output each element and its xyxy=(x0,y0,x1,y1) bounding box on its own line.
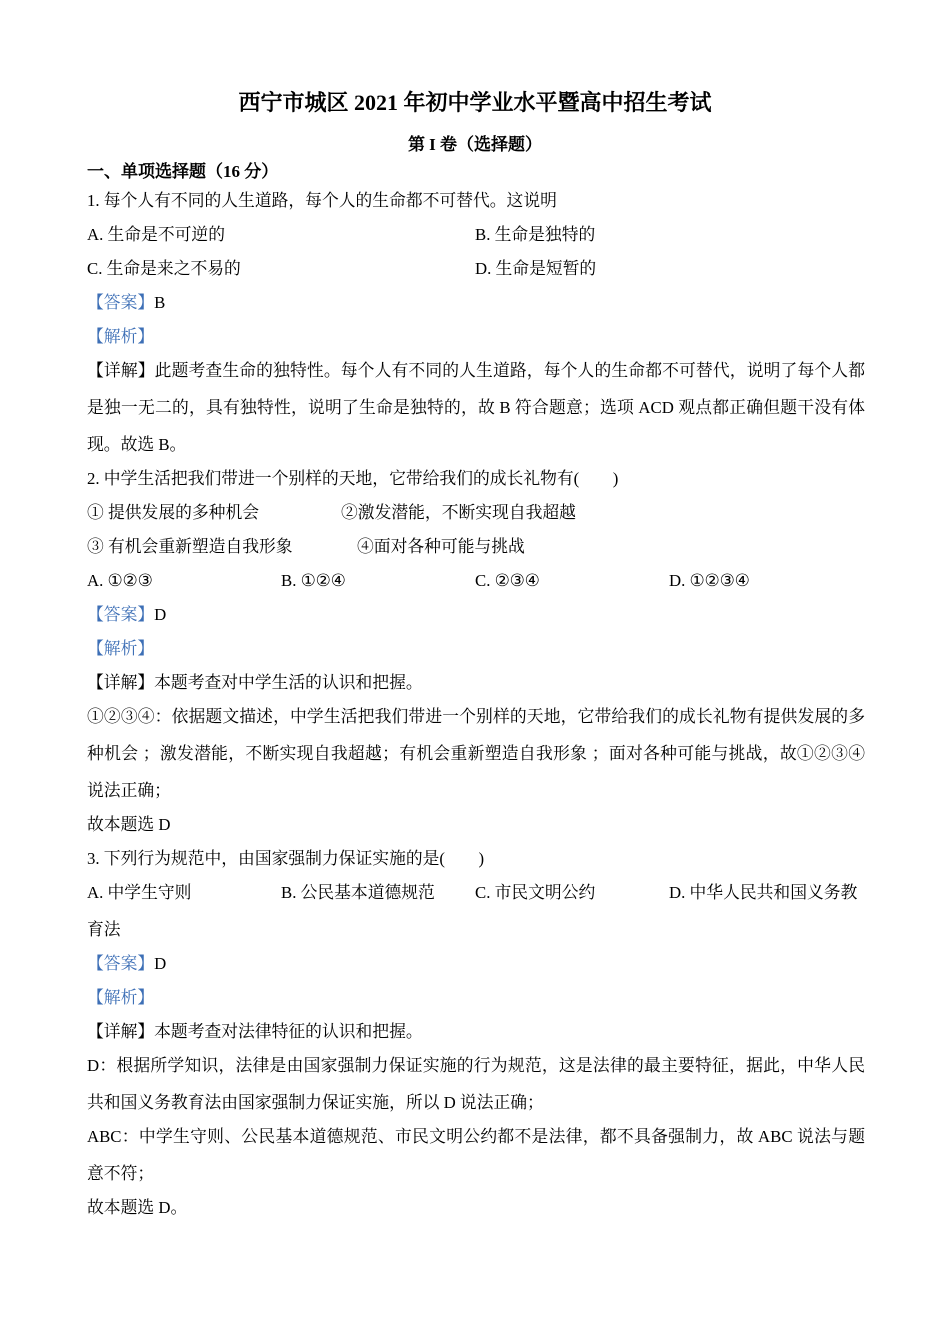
answer-label: 【答案】 xyxy=(87,293,155,312)
question-2-statement-3: ③ 有机会重新塑造自我形象 xyxy=(87,537,293,556)
question-3-options xyxy=(87,874,865,948)
question-3-detail-3: ABC：中学生守则、公民基本道德规范、市民文明公约都不是法律，都不具备强制力，故 ABC 说法与题意不符； xyxy=(87,1127,865,1183)
question-1-detail-1: 【详解】此题考查生命的独特性。每个人有不同的人生道路，每个人的生命都不可替代，说明了每个人都是独一无二的，具有独特性，说明了生命是独特的，故 B 符合题意；选项 ACD 观点都正确但题干没有体现。故选 B。 xyxy=(87,361,865,454)
analysis-label: 【解析】 xyxy=(87,327,155,346)
question-2-statements-row-1 xyxy=(87,494,865,531)
question-2-statement-2: ②激发潜能，不断实现自我超越 xyxy=(341,503,576,522)
section-heading: 一、单项选择题（16 分） xyxy=(87,162,279,181)
question-2-option-c: C. ②③④ xyxy=(475,571,540,590)
question-1-option-a: A. 生命是不可逆的 xyxy=(87,225,225,244)
question-1-stem: 1. 每个人有不同的人生道路，每个人的生命都不可替代。这说明 xyxy=(87,191,557,210)
question-2-option-d: D. ①②③④ xyxy=(669,571,750,590)
question-2-options xyxy=(87,562,865,599)
answer-value: D xyxy=(154,605,167,624)
question-3-option-c: C. 市民文明公约 xyxy=(475,883,596,902)
question-2-answer xyxy=(87,596,865,633)
analysis-label: 【解析】 xyxy=(87,639,155,658)
question-1-answer xyxy=(87,284,865,321)
question-2-stem: 2. 中学生活把我们带进一个别样的天地，它带给我们的成长礼物有( ) xyxy=(87,469,619,488)
question-1-option-c: C. 生命是来之不易的 xyxy=(87,259,241,278)
question-3-answer xyxy=(87,945,865,982)
volume-subtitle: 第 I 卷（选择题） xyxy=(407,135,543,154)
question-3-detail-4: 故本题选 D。 xyxy=(87,1198,188,1217)
question-1-options-row-2 xyxy=(87,250,865,287)
question-3-stem: 3. 下列行为规范中，由国家强制力保证实施的是( ) xyxy=(87,849,485,868)
document-body xyxy=(87,182,865,1223)
question-1-analysis xyxy=(87,318,865,355)
question-2-analysis xyxy=(87,630,865,667)
question-2-option-b: B. ①②④ xyxy=(281,571,346,590)
question-3-option-d: D. 中华人民共和国义务教育法 xyxy=(87,883,858,939)
question-2-statements-row-2 xyxy=(87,528,865,565)
question-3-option-a: A. 中学生守则 xyxy=(87,883,192,902)
answer-value: B xyxy=(154,293,166,312)
question-1-option-b: B. 生命是独特的 xyxy=(475,225,596,244)
analysis-label: 【解析】 xyxy=(87,988,155,1007)
question-1-options-row-1 xyxy=(87,216,865,253)
exam-title: 西宁市城区 2021 年初中学业水平暨高中招生考试 xyxy=(238,90,712,115)
question-3-option-b: B. 公民基本道德规范 xyxy=(281,883,435,902)
question-2-option-a: A. ①②③ xyxy=(87,571,153,590)
question-2-detail-3: 故本题选 D xyxy=(87,815,171,834)
question-3-analysis xyxy=(87,979,865,1016)
question-2-detail-1: 【详解】本题考查对中学生活的认识和把握。 xyxy=(87,673,423,692)
question-3-detail-1: 【详解】本题考查对法律特征的认识和把握。 xyxy=(87,1022,423,1041)
question-3-detail-2: D：根据所学知识，法律是由国家强制力保证实施的行为规范，这是法律的最主要特征，据此，中华人民共和国义务教育法由国家强制力保证实施，所以 D 说法正确； xyxy=(87,1056,865,1112)
answer-label: 【答案】 xyxy=(87,605,155,624)
question-2-detail-2: ①②③④：依据题文描述，中学生活把我们带进一个别样的天地，它带给我们的成长礼物有提供发展的多种机会 ；激发潜能，不断实现自我超越；有机会重新塑造自我形象 ；面对各种可能与挑战，故①②③④说法正确； xyxy=(87,707,865,800)
question-1-option-d: D. 生命是短暂的 xyxy=(475,259,597,278)
answer-value: D xyxy=(154,954,167,973)
question-2-statement-4: ④面对各种可能与挑战 xyxy=(357,537,525,556)
answer-label: 【答案】 xyxy=(87,954,155,973)
question-2-statement-1: ① 提供发展的多种机会 xyxy=(87,503,260,522)
